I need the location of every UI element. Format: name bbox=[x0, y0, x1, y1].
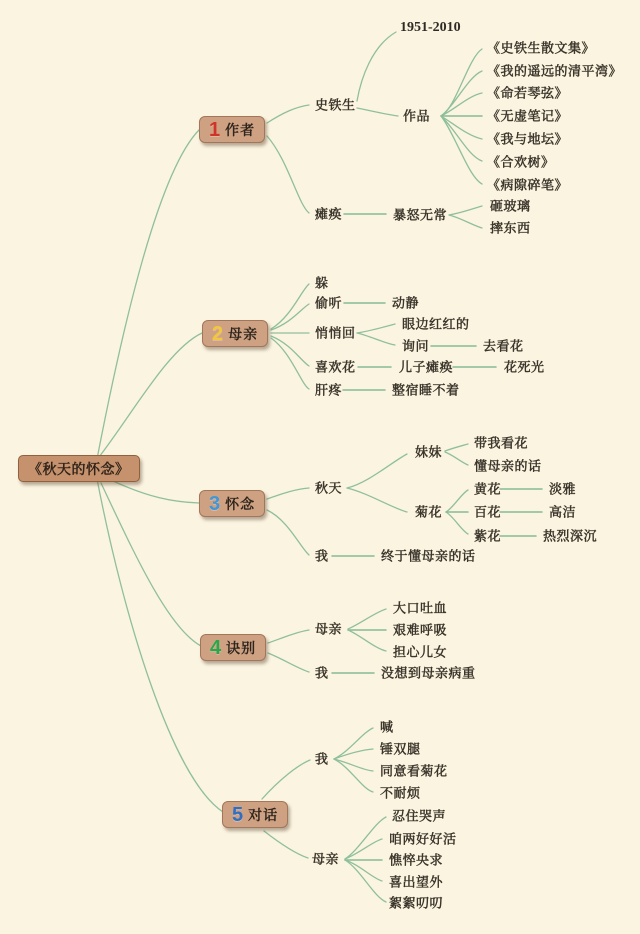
node-sleepless: 整宿睡不着 bbox=[392, 382, 460, 398]
node-rage: 暴怒无常 bbox=[393, 207, 448, 223]
branch-node-author bbox=[199, 116, 265, 143]
node-author-years: 1951-2010 bbox=[400, 20, 461, 35]
node-deep: 热烈深沉 bbox=[543, 528, 598, 544]
node-overjoyed: 喜出望外 bbox=[389, 874, 444, 890]
node-me-5: 我 bbox=[315, 751, 329, 767]
node-rambling: 絮絮叨叨 bbox=[389, 895, 444, 911]
node-finally-understand: 终于懂母亲的话 bbox=[381, 548, 476, 564]
node-work-item: 《命若琴弦》 bbox=[487, 85, 569, 101]
node-take-me: 带我看花 bbox=[474, 435, 529, 451]
node-throw-things: 摔东西 bbox=[490, 220, 531, 236]
edge-root-huainian bbox=[113, 481, 199, 503]
node-hide: 躲 bbox=[315, 275, 329, 291]
node-shout: 喊 bbox=[380, 719, 394, 735]
branch-number-2: 2 bbox=[212, 322, 224, 345]
node-work-item: 《合欢树》 bbox=[487, 154, 555, 170]
node-work-item: 《病隙碎笔》 bbox=[487, 177, 569, 193]
node-work-item: 《我的遥远的清平湾》 bbox=[487, 63, 623, 79]
branch-node-juebie bbox=[200, 634, 266, 661]
node-go-see-flowers: 去看花 bbox=[483, 338, 524, 354]
node-movement: 动静 bbox=[392, 295, 420, 311]
node-live-well: 咱两好好活 bbox=[389, 831, 457, 847]
branch4-edges bbox=[268, 609, 386, 673]
node-yellow-flower: 黄花 bbox=[474, 481, 502, 497]
node-ask: 询问 bbox=[402, 338, 430, 354]
root-node: 《秋天的怀念》 bbox=[18, 455, 140, 482]
node-work-item: 《无虚笔记》 bbox=[487, 108, 569, 124]
node-unexpected: 没想到母亲病重 bbox=[381, 665, 476, 681]
branch-number-5: 5 bbox=[232, 803, 244, 826]
edge-root-author bbox=[97, 130, 199, 459]
branch-node-huainian bbox=[199, 490, 265, 517]
branch-number-4: 4 bbox=[210, 636, 222, 659]
node-haggard-beg: 憔悴央求 bbox=[389, 852, 444, 868]
node-liver-pain: 肝疼 bbox=[315, 382, 343, 398]
branch-label-huainian: 怀念 bbox=[225, 495, 256, 512]
node-vomit-blood: 大口吐血 bbox=[393, 600, 448, 616]
node-autumn: 秋天 bbox=[315, 480, 343, 496]
node-mother-4: 母亲 bbox=[315, 621, 343, 637]
node-me-3: 我 bbox=[315, 548, 329, 564]
node-sister: 妹妹 bbox=[415, 444, 443, 460]
branch-node-duihua bbox=[222, 801, 288, 828]
node-me-4: 我 bbox=[315, 665, 329, 681]
node-flowers-died: 花死光 bbox=[504, 359, 545, 375]
node-hard-breath: 艰难呼吸 bbox=[393, 622, 448, 638]
node-eavesdrop: 偷听 bbox=[315, 295, 343, 311]
node-work-item: 《我与地坛》 bbox=[487, 131, 569, 147]
node-paralysis: 瘫痪 bbox=[315, 206, 343, 222]
node-noble: 高洁 bbox=[549, 504, 577, 520]
node-purple-flower: 紫花 bbox=[474, 528, 502, 544]
node-elegant: 淡雅 bbox=[549, 481, 577, 497]
branch-label-author: 作者 bbox=[225, 121, 256, 138]
node-mother-5: 母亲 bbox=[312, 851, 340, 867]
node-white-flower: 百花 bbox=[474, 504, 502, 520]
branch-label-mother: 母亲 bbox=[228, 325, 259, 342]
node-beat-legs: 锤双腿 bbox=[380, 741, 421, 757]
branch-node-mother bbox=[202, 320, 268, 347]
node-chrysanthemum: 菊花 bbox=[415, 504, 443, 520]
branch-label-duihua: 对话 bbox=[248, 806, 279, 823]
node-work-item: 《史铁生散文集》 bbox=[487, 40, 596, 56]
node-smash-glass: 砸玻璃 bbox=[490, 198, 531, 214]
node-agree-flowers: 同意看菊花 bbox=[380, 763, 448, 779]
node-quiet-return: 悄悄回 bbox=[315, 325, 356, 341]
node-worry-children: 担心儿女 bbox=[393, 644, 448, 660]
branch-label-juebie: 诀别 bbox=[226, 639, 257, 656]
node-works-label: 作品 bbox=[403, 108, 431, 124]
branch1-edges bbox=[267, 32, 482, 228]
node-loves-flowers: 喜欢花 bbox=[315, 359, 356, 375]
branch2-edges bbox=[271, 284, 496, 390]
branch-number-3: 3 bbox=[209, 492, 221, 515]
node-son-paralyzed: 儿子瘫痪 bbox=[399, 359, 454, 375]
node-impatient: 不耐烦 bbox=[380, 785, 421, 801]
edge-root-mother bbox=[99, 333, 202, 457]
node-understand-mother: 懂母亲的话 bbox=[474, 458, 542, 474]
node-author-name: 史铁生 bbox=[315, 97, 356, 113]
node-hold-cry: 忍住哭声 bbox=[392, 808, 447, 824]
branch-number-1: 1 bbox=[209, 118, 221, 141]
node-red-eyes: 眼边红红的 bbox=[402, 316, 470, 332]
